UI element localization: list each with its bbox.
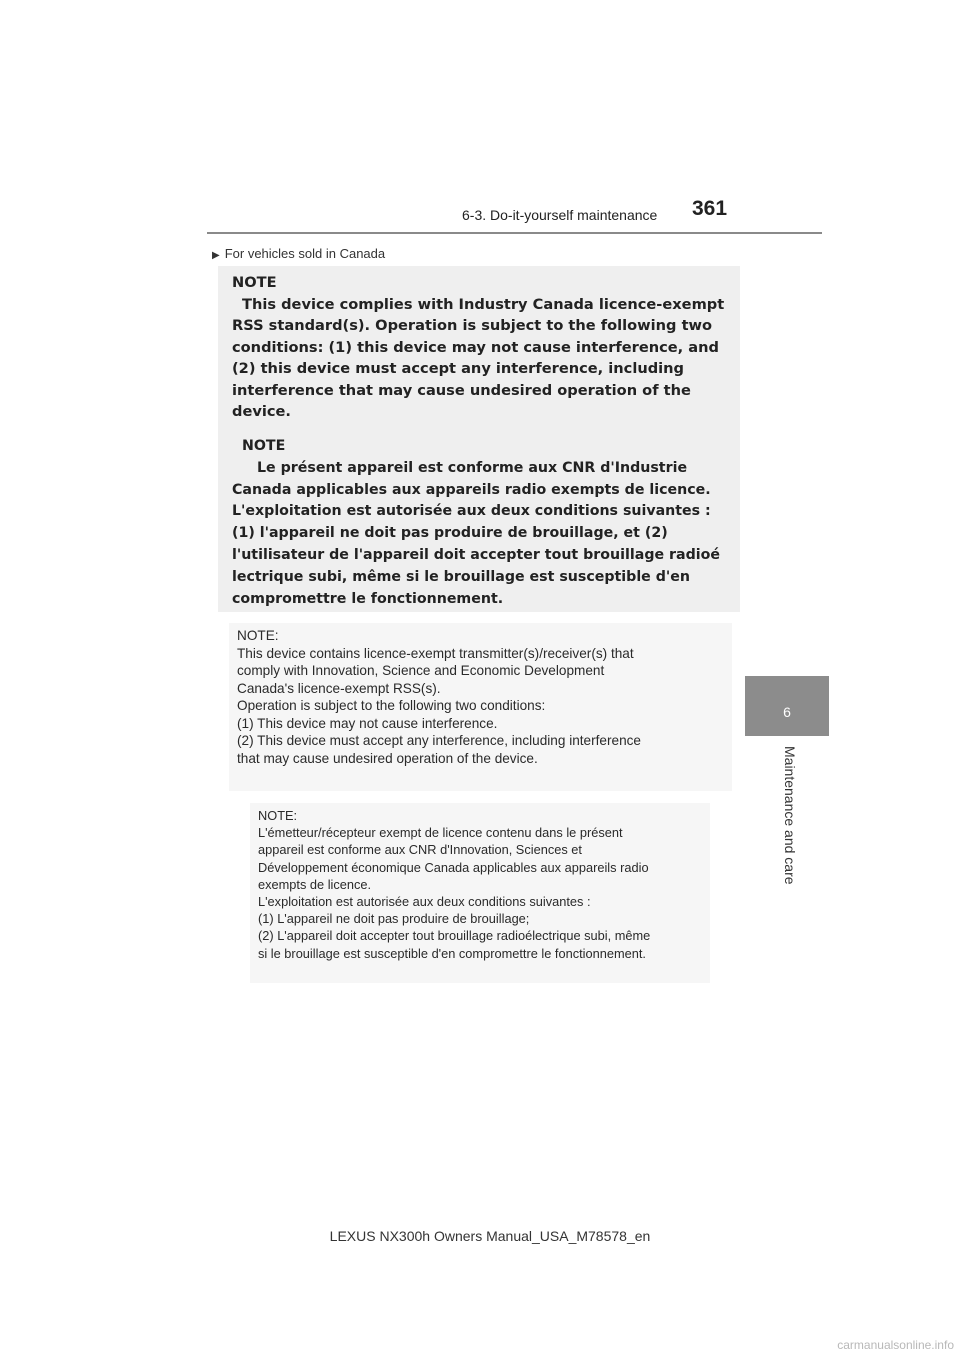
- note-heading: NOTE: [242, 438, 286, 454]
- note-line: (1) This device may not cause interference.: [237, 715, 498, 731]
- note-box-french: [250, 803, 710, 983]
- chapter-label: Maintenance and care: [782, 746, 798, 885]
- note-line: comply with Innovation, Science and Economic Development: [237, 663, 605, 678]
- note-french: [258, 807, 650, 962]
- note-line: Canada applicables aux appareils radio exempts de licence.: [232, 481, 711, 498]
- note-french-bold: [232, 436, 737, 610]
- chapter-tab[interactable]: [745, 676, 829, 736]
- note-line: (2) this device must accept any interference, including: [232, 360, 685, 377]
- footer: [0, 1228, 960, 1244]
- note-line: that may cause undesired operation of the device.: [237, 750, 538, 766]
- note-line: (2) This device must accept any interference, including interference: [237, 733, 641, 748]
- page-number: 361: [692, 197, 728, 220]
- note-line: interference that may cause undesired operation of the: [232, 381, 691, 399]
- note-line: This device contains licence-exempt transmitter(s)/receiver(s) that: [237, 645, 634, 661]
- note-line: RSS standard(s). Operation is subject to the following two: [232, 317, 713, 334]
- note-line: Développement économique Canada applicables aux appareils radio: [258, 859, 649, 875]
- note-line: conditions: (1) this device may not cause interference, and: [232, 338, 719, 356]
- footer-text: LEXUS NX300h Owners Manual_USA_M78578_en: [329, 1228, 651, 1244]
- note-heading: NOTE:: [237, 628, 279, 643]
- note-line: Le présent appareil est conforme aux CNR d'Industrie: [257, 459, 688, 476]
- note-box-english: [229, 623, 732, 791]
- subheading: [212, 246, 385, 261]
- note-line: appareil est conforme aux CNR d'Innovation, Sciences et: [258, 842, 582, 858]
- note-english-bold: [232, 272, 732, 423]
- note-line: exempts de licence.: [258, 876, 372, 892]
- note-line: L'exploitation est autorisée aux deux conditions suivantes :: [232, 503, 711, 520]
- note-line: l'utilisateur de l'appareil doit accepter tout brouillage radioé: [232, 546, 720, 563]
- note-line: Canada's licence-exempt RSS(s).: [237, 680, 441, 696]
- note-line: L'exploitation est autorisée aux deux conditions suivantes :: [258, 894, 591, 910]
- triangle-right-icon: ▶: [212, 250, 220, 261]
- note-line: device.: [232, 403, 291, 420]
- note-line: L'émetteur/récepteur exempt de licence contenu dans le présent: [258, 825, 623, 841]
- note-heading: NOTE:: [258, 808, 298, 823]
- note-line: (1) L'appareil ne doit pas produire de brouillage;: [258, 911, 530, 927]
- note-line: Operation is subject to the following two conditions:: [237, 698, 546, 713]
- note-box-bold: [218, 266, 740, 612]
- header-divider: [207, 232, 822, 234]
- note-english: [237, 627, 641, 767]
- watermark: carmanualsonline.info: [837, 1338, 954, 1352]
- note-line: compromettre le fonctionnement.: [232, 590, 504, 607]
- subheading-text: For vehicles sold in Canada: [224, 246, 386, 261]
- note-line: lectrique subi, même si le brouillage est susceptible d'en: [232, 568, 690, 585]
- note-line: This device complies with Industry Canada licence-exempt: [242, 295, 725, 313]
- note-line: (2) L'appareil doit accepter tout brouillage radioélectrique subi, même: [258, 928, 651, 944]
- note-heading: NOTE: [232, 274, 277, 291]
- note-line: (1) l'appareil ne doit pas produire de brouillage, et (2): [232, 525, 668, 542]
- note-line: si le brouillage est susceptible d'en compromettre le fonctionnement.: [258, 945, 646, 961]
- section-title: 6-3. Do-it-yourself maintenance: [462, 207, 658, 223]
- chapter-number: 6: [783, 704, 791, 720]
